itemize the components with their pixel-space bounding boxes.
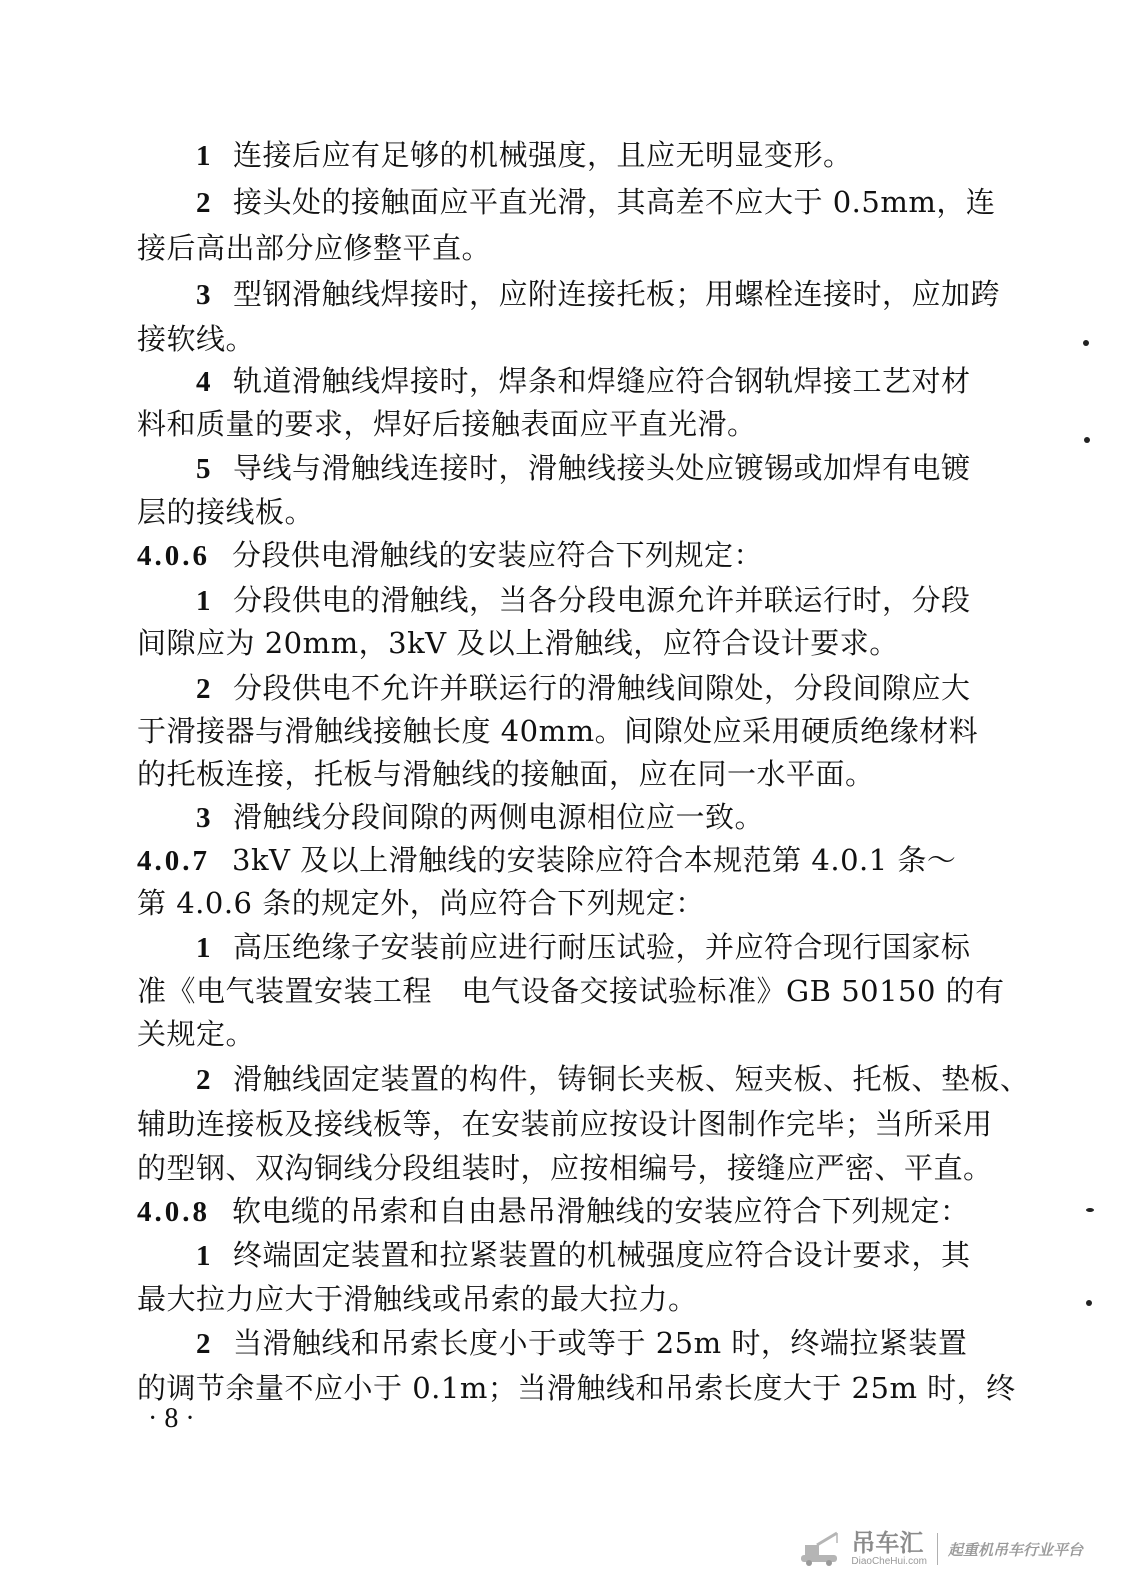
item-number: 5 <box>196 453 211 485</box>
item-text: 滑触线分段间隙的两侧电源相位应一致。 <box>233 800 765 834</box>
item-line <box>196 799 764 836</box>
item-text: 连接后应有足够的机械强度，且应无明显变形。 <box>233 138 853 172</box>
item-line <box>196 582 971 619</box>
item-text: 于滑接器与滑触线接触长度 40mm。间隙处应采用硬质绝缘材料 <box>137 714 979 748</box>
item-text: 分段供电的滑触线，当各分段电源允许并联运行时，分段 <box>233 583 971 617</box>
watermark-url: DiaoCheHui.com <box>851 1556 927 1567</box>
continuation-line <box>137 406 757 442</box>
clause-number: 4.0.7 <box>137 845 210 877</box>
item-text: 终端固定装置和拉紧装置的机械强度应符合设计要求，其 <box>233 1238 971 1272</box>
clause-number: 4.0.8 <box>137 1196 210 1228</box>
item-text: 料和质量的要求，焊好后接触表面应平直光滑。 <box>137 407 757 441</box>
item-number: 3 <box>196 279 211 311</box>
item-line <box>196 184 995 221</box>
item-text: 准《电气装置安装工程 电气设备交接试验标准》GB 50150 的有 <box>137 974 1005 1008</box>
item-number: 1 <box>196 585 211 617</box>
scan-speck <box>1086 1300 1092 1306</box>
watermark-brand-name: 吊车汇 <box>851 1529 924 1557</box>
item-text: 接软线。 <box>137 322 256 356</box>
clause-line <box>137 842 956 879</box>
item-text: 的托板连接，托板与滑触线的接触面，应在同一水平面。 <box>137 757 875 791</box>
continuation-line <box>137 230 491 266</box>
item-number: 2 <box>196 187 211 219</box>
continuation-line <box>137 625 899 661</box>
watermark-brand <box>851 1530 927 1568</box>
item-text: 关规定。 <box>137 1017 256 1051</box>
page-number: · 8 · <box>148 1403 195 1434</box>
crane-logo-icon <box>797 1531 841 1567</box>
continuation-line <box>137 713 978 749</box>
item-line <box>196 1061 1030 1098</box>
continuation-line <box>137 1150 993 1186</box>
item-text: 轨道滑触线焊接时，焊条和焊缝应符合钢轨焊接工艺对材 <box>233 364 971 398</box>
item-text: 分段供电不允许并联运行的滑触线间隙处，分段间隙应大 <box>233 671 971 705</box>
item-line <box>196 1325 967 1362</box>
watermark-divider <box>937 1533 938 1565</box>
watermark-slogan: 起重机吊车行业平台 <box>947 1540 1083 1559</box>
item-number: 2 <box>196 673 211 705</box>
item-text: 最大拉力应大于滑触线或吊索的最大拉力。 <box>137 1282 698 1316</box>
item-number: 2 <box>196 1328 211 1360</box>
scan-speck <box>1084 437 1090 443</box>
clause-line <box>137 537 763 574</box>
watermark <box>797 1525 1083 1573</box>
item-text: 高压绝缘子安装前应进行耐压试验，并应符合现行国家标 <box>233 930 971 964</box>
item-text: 接后高出部分应修整平直。 <box>137 231 492 265</box>
item-number: 1 <box>196 932 211 964</box>
item-text: 第 4.0.6 条的规定外，尚应符合下列规定： <box>137 886 705 920</box>
continuation-line <box>137 885 705 921</box>
clause-text: 3kV 及以上滑触线的安装除应符合本规范第 4.0.1 条～ <box>232 843 957 877</box>
item-line <box>196 929 971 966</box>
continuation-line <box>137 1281 698 1317</box>
item-text: 的调节余量不应小于 0.1m；当滑触线和吊索长度大于 25m 时，终 <box>137 1371 1016 1405</box>
continuation-line <box>137 973 1005 1009</box>
clause-text: 分段供电滑触线的安装应符合下列规定： <box>232 538 764 572</box>
item-line <box>196 450 971 487</box>
item-text: 型钢滑触线焊接时，应附连接托板；用螺栓连接时，应加跨 <box>233 277 1001 311</box>
item-text: 当滑触线和吊索长度小于或等于 25m 时，终端拉紧装置 <box>233 1326 968 1360</box>
item-line <box>196 670 971 707</box>
item-text: 接头处的接触面应平直光滑，其高差不应大于 0.5mm，连 <box>233 185 996 219</box>
item-text: 的型钢、双沟铜线分段组装时，应按相编号，接缝应严密、平直。 <box>137 1151 993 1185</box>
item-text: 滑触线固定装置的构件，铸铜长夹板、短夹板、托板、垫板、 <box>233 1062 1030 1096</box>
item-number: 3 <box>196 802 211 834</box>
item-number: 2 <box>196 1064 211 1096</box>
item-number: 4 <box>196 366 211 398</box>
clause-number: 4.0.6 <box>137 540 210 572</box>
item-text: 层的接线板。 <box>137 495 315 529</box>
scan-speck <box>1086 1208 1094 1212</box>
item-text: 导线与滑触线连接时，滑触线接头处应镀锡或加焊有电镀 <box>233 451 971 485</box>
item-number: 1 <box>196 140 211 172</box>
continuation-line <box>137 1016 255 1052</box>
clause-line <box>137 1193 970 1230</box>
clause-text: 软电缆的吊索和自由悬吊滑触线的安装应符合下列规定： <box>232 1194 970 1228</box>
item-line <box>196 276 1000 313</box>
item-line <box>196 363 971 400</box>
item-text: 辅助连接板及接线板等，在安装前应按设计图制作完毕；当所采用 <box>137 1107 993 1141</box>
scan-speck <box>1083 340 1089 346</box>
continuation-line <box>137 1370 1016 1406</box>
continuation-line <box>137 1106 993 1142</box>
item-number: 1 <box>196 1240 211 1272</box>
continuation-line <box>137 321 255 357</box>
item-text: 间隙应为 20mm，3kV 及以上滑触线，应符合设计要求。 <box>137 626 899 660</box>
continuation-line <box>137 494 314 530</box>
item-line <box>196 1237 971 1274</box>
continuation-line <box>137 756 875 792</box>
item-line <box>196 137 853 174</box>
